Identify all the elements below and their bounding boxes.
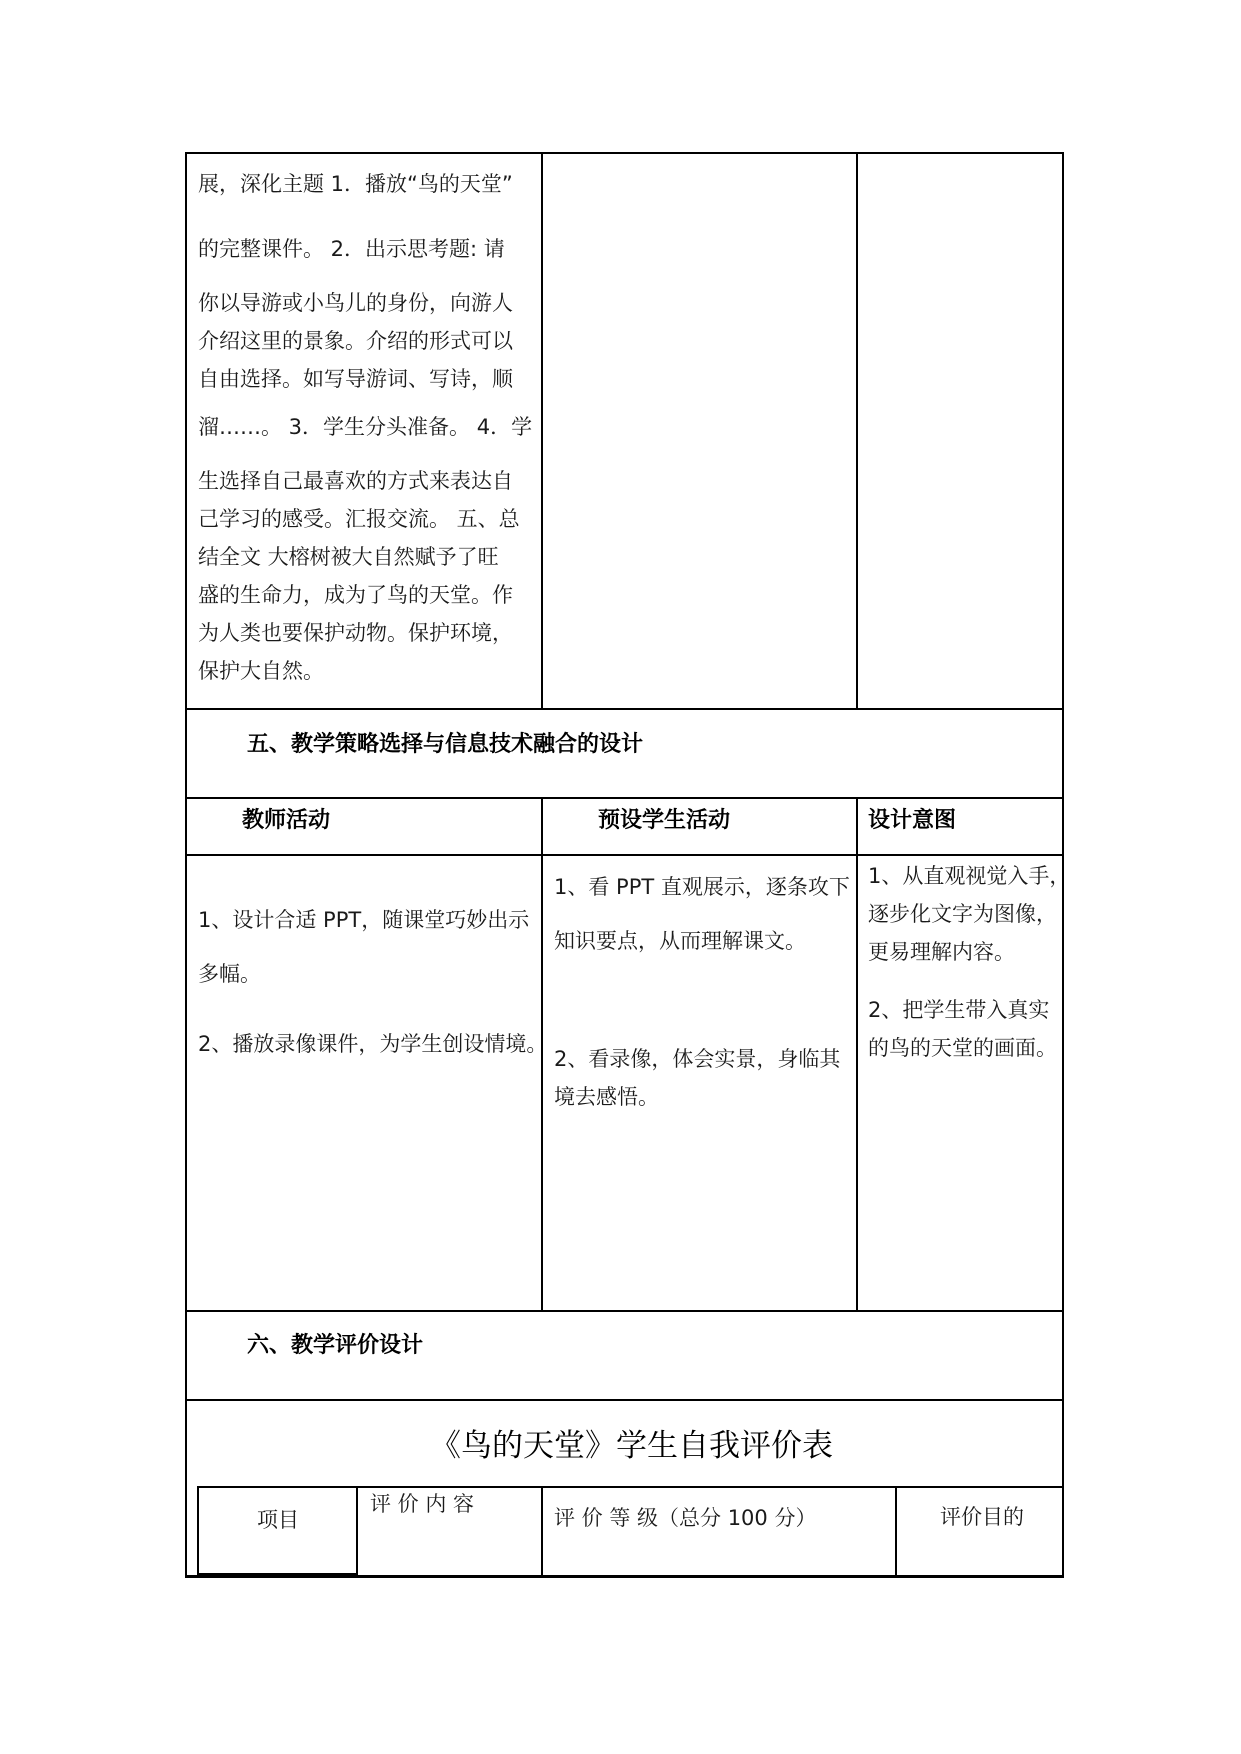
eval-header-content: 评 价 内 容 — [370, 1492, 475, 1516]
design-intent-line: 的鸟的天堂的画面。 — [868, 1036, 1057, 1060]
top-text-line: 溜……。 3．学生分头准备。 4．学 — [198, 415, 533, 439]
section5-heading: 五、教学策略选择与信息技术融合的设计 — [247, 732, 644, 757]
design-intent-line: 更易理解内容。 — [868, 940, 1015, 964]
design-intent-line: 1、从直观视觉入手， — [868, 864, 1071, 888]
header-student-activity: 预设学生活动 — [598, 808, 731, 833]
rule-after-section5-headers — [185, 854, 1064, 856]
design-intent-line: 逐步化文字为图像， — [868, 902, 1057, 926]
eval-header-item: 项目 — [257, 1508, 299, 1532]
table-border-bottom — [185, 1575, 1064, 1578]
rule-s5-col2 — [856, 797, 858, 1312]
top-text-line: 展，深化主题 1．播放“鸟的天堂” — [198, 172, 513, 196]
rule-after-section5-body — [185, 1310, 1064, 1312]
top-text-line: 保护大自然。 — [198, 659, 324, 683]
student-activity-line: 知识要点，从而理解课文。 — [554, 929, 806, 953]
section6-heading: 六、教学评价设计 — [247, 1333, 424, 1358]
top-text-line: 己学习的感受。汇报交流。 五、总 — [198, 507, 520, 531]
student-activity-line: 2、看录像，体会实景，身临其 — [554, 1047, 841, 1071]
rule-after-top-section — [185, 708, 1064, 710]
eval-table-bottom-cell1 — [197, 1573, 357, 1575]
design-intent-line: 2、把学生带入真实 — [868, 998, 1050, 1022]
eval-table-col1 — [356, 1486, 358, 1576]
top-text-line: 盛的生命力，成为了鸟的天堂。作 — [198, 583, 513, 607]
eval-header-purpose: 评价目的 — [940, 1505, 1024, 1529]
rule-top-col1 — [541, 152, 543, 709]
top-text-line: 为人类也要保护动物。保护环境， — [198, 621, 513, 645]
top-text-line: 介绍这里的景象。介绍的形式可以 — [198, 329, 513, 353]
student-activity-line: 境去感悟。 — [554, 1085, 659, 1109]
table-border-left — [185, 152, 187, 1577]
rule-after-section6-heading — [185, 1399, 1064, 1401]
top-text-line: 的完整课件。 2．出示思考题: 请 — [198, 237, 505, 261]
rule-after-section5-heading — [185, 797, 1064, 799]
teacher-activity-line: 多幅。 — [198, 962, 261, 986]
top-text-line: 结全文 大榕树被大自然赋予了旺 — [198, 545, 499, 569]
eval-table-col3 — [895, 1486, 897, 1576]
eval-table-top — [197, 1486, 1063, 1488]
rule-top-col2 — [856, 152, 858, 709]
eval-table-col2 — [541, 1486, 543, 1576]
top-text-line: 你以导游或小鸟儿的身份，向游人 — [198, 291, 513, 315]
table-border-top — [185, 152, 1064, 154]
top-text-line: 生选择自己最喜欢的方式来表达自 — [198, 469, 513, 493]
eval-header-grade: 评 价 等 级（总分 100 分） — [554, 1506, 817, 1530]
eval-table-title: 《鸟的天堂》学生自我评价表 — [430, 1428, 833, 1464]
top-text-line: 自由选择。如写导游词、写诗，顺 — [198, 367, 513, 391]
student-activity-line: 1、看 PPT 直观展示，逐条攻下 — [554, 875, 850, 899]
teacher-activity-line: 1、设计合适 PPT，随课堂巧妙出示 — [198, 908, 530, 932]
header-design-intent: 设计意图 — [868, 808, 957, 833]
eval-table-left — [197, 1486, 199, 1576]
teacher-activity-line: 2、播放录像课件，为学生创设情境。 — [198, 1032, 548, 1056]
header-teacher-activity: 教师活动 — [242, 808, 331, 833]
